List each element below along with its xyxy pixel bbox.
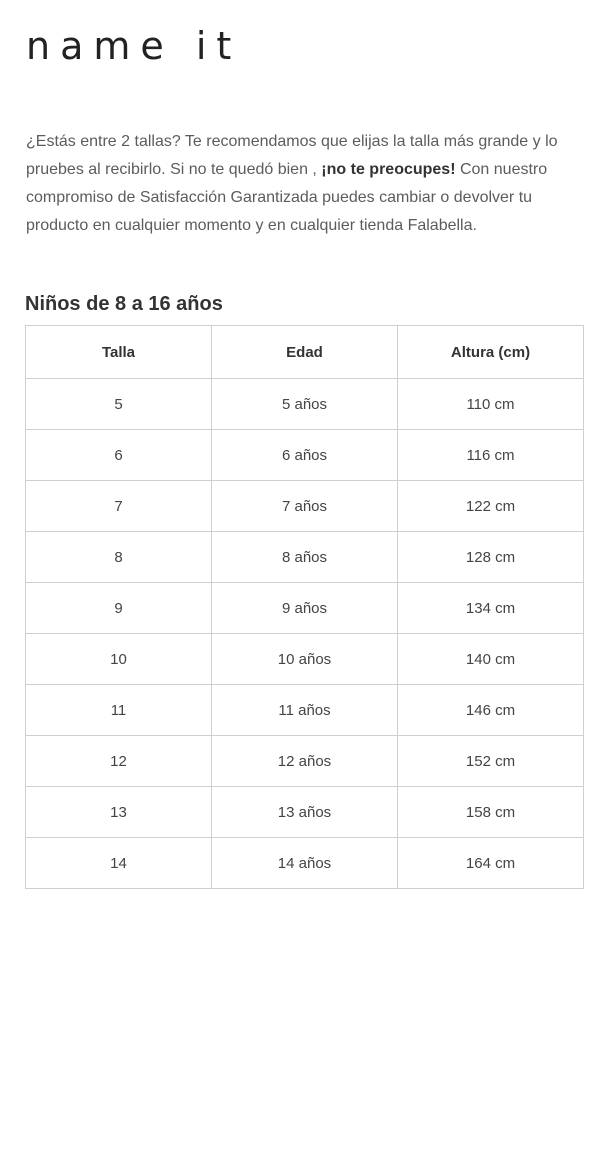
talla-cell: 7 xyxy=(26,481,212,532)
edad-cell: 9 años xyxy=(212,583,398,634)
altura-cell: 110 cm xyxy=(398,379,584,430)
column-header-talla: Talla xyxy=(26,326,212,379)
size-advice-guarantee-text: Con nuestro compromiso de Satisfacción Garantizada puedes cambiar o devolver tu producto en cualquier momento y en cualquier tienda Falabella. xyxy=(26,161,548,234)
size-table-header-row xyxy=(26,326,584,379)
talla-cell: 12 xyxy=(26,736,212,787)
table-row xyxy=(26,430,584,481)
column-header-altura: Altura (cm) xyxy=(398,326,584,379)
table-row xyxy=(26,481,584,532)
edad-cell: 10 años xyxy=(212,634,398,685)
table-row xyxy=(26,532,584,583)
altura-cell: 164 cm xyxy=(398,838,584,889)
size-advice-emphasis: ¡no te preocupes! xyxy=(321,161,456,178)
altura-cell: 128 cm xyxy=(398,532,584,583)
edad-cell: 13 años xyxy=(212,787,398,838)
brand-logo: name it xyxy=(26,24,242,68)
edad-cell: 14 años xyxy=(212,838,398,889)
altura-cell: 146 cm xyxy=(398,685,584,736)
altura-cell: 134 cm xyxy=(398,583,584,634)
table-row xyxy=(26,685,584,736)
table-row xyxy=(26,379,584,430)
altura-cell: 152 cm xyxy=(398,736,584,787)
edad-cell: 12 años xyxy=(212,736,398,787)
talla-cell: 8 xyxy=(26,532,212,583)
table-row xyxy=(26,838,584,889)
altura-cell: 122 cm xyxy=(398,481,584,532)
size-table-title: Niños de 8 a 16 años xyxy=(25,293,223,315)
edad-cell: 11 años xyxy=(212,685,398,736)
edad-cell: 5 años xyxy=(212,379,398,430)
talla-cell: 11 xyxy=(26,685,212,736)
edad-cell: 6 años xyxy=(212,430,398,481)
column-header-edad: Edad xyxy=(212,326,398,379)
table-row xyxy=(26,787,584,838)
talla-cell: 6 xyxy=(26,430,212,481)
edad-cell: 7 años xyxy=(212,481,398,532)
size-advice-paragraph xyxy=(26,128,571,240)
table-row xyxy=(26,736,584,787)
talla-cell: 5 xyxy=(26,379,212,430)
size-advice-text: ¿Estás entre 2 tallas? Te recomendamos que elijas la talla más grande y lo pruebes al recibirlo. Si no te quedó bien , xyxy=(26,133,558,178)
size-table xyxy=(25,325,584,889)
altura-cell: 116 cm xyxy=(398,430,584,481)
altura-cell: 158 cm xyxy=(398,787,584,838)
talla-cell: 14 xyxy=(26,838,212,889)
talla-cell: 9 xyxy=(26,583,212,634)
altura-cell: 140 cm xyxy=(398,634,584,685)
talla-cell: 13 xyxy=(26,787,212,838)
table-row xyxy=(26,583,584,634)
table-row xyxy=(26,634,584,685)
edad-cell: 8 años xyxy=(212,532,398,583)
talla-cell: 10 xyxy=(26,634,212,685)
